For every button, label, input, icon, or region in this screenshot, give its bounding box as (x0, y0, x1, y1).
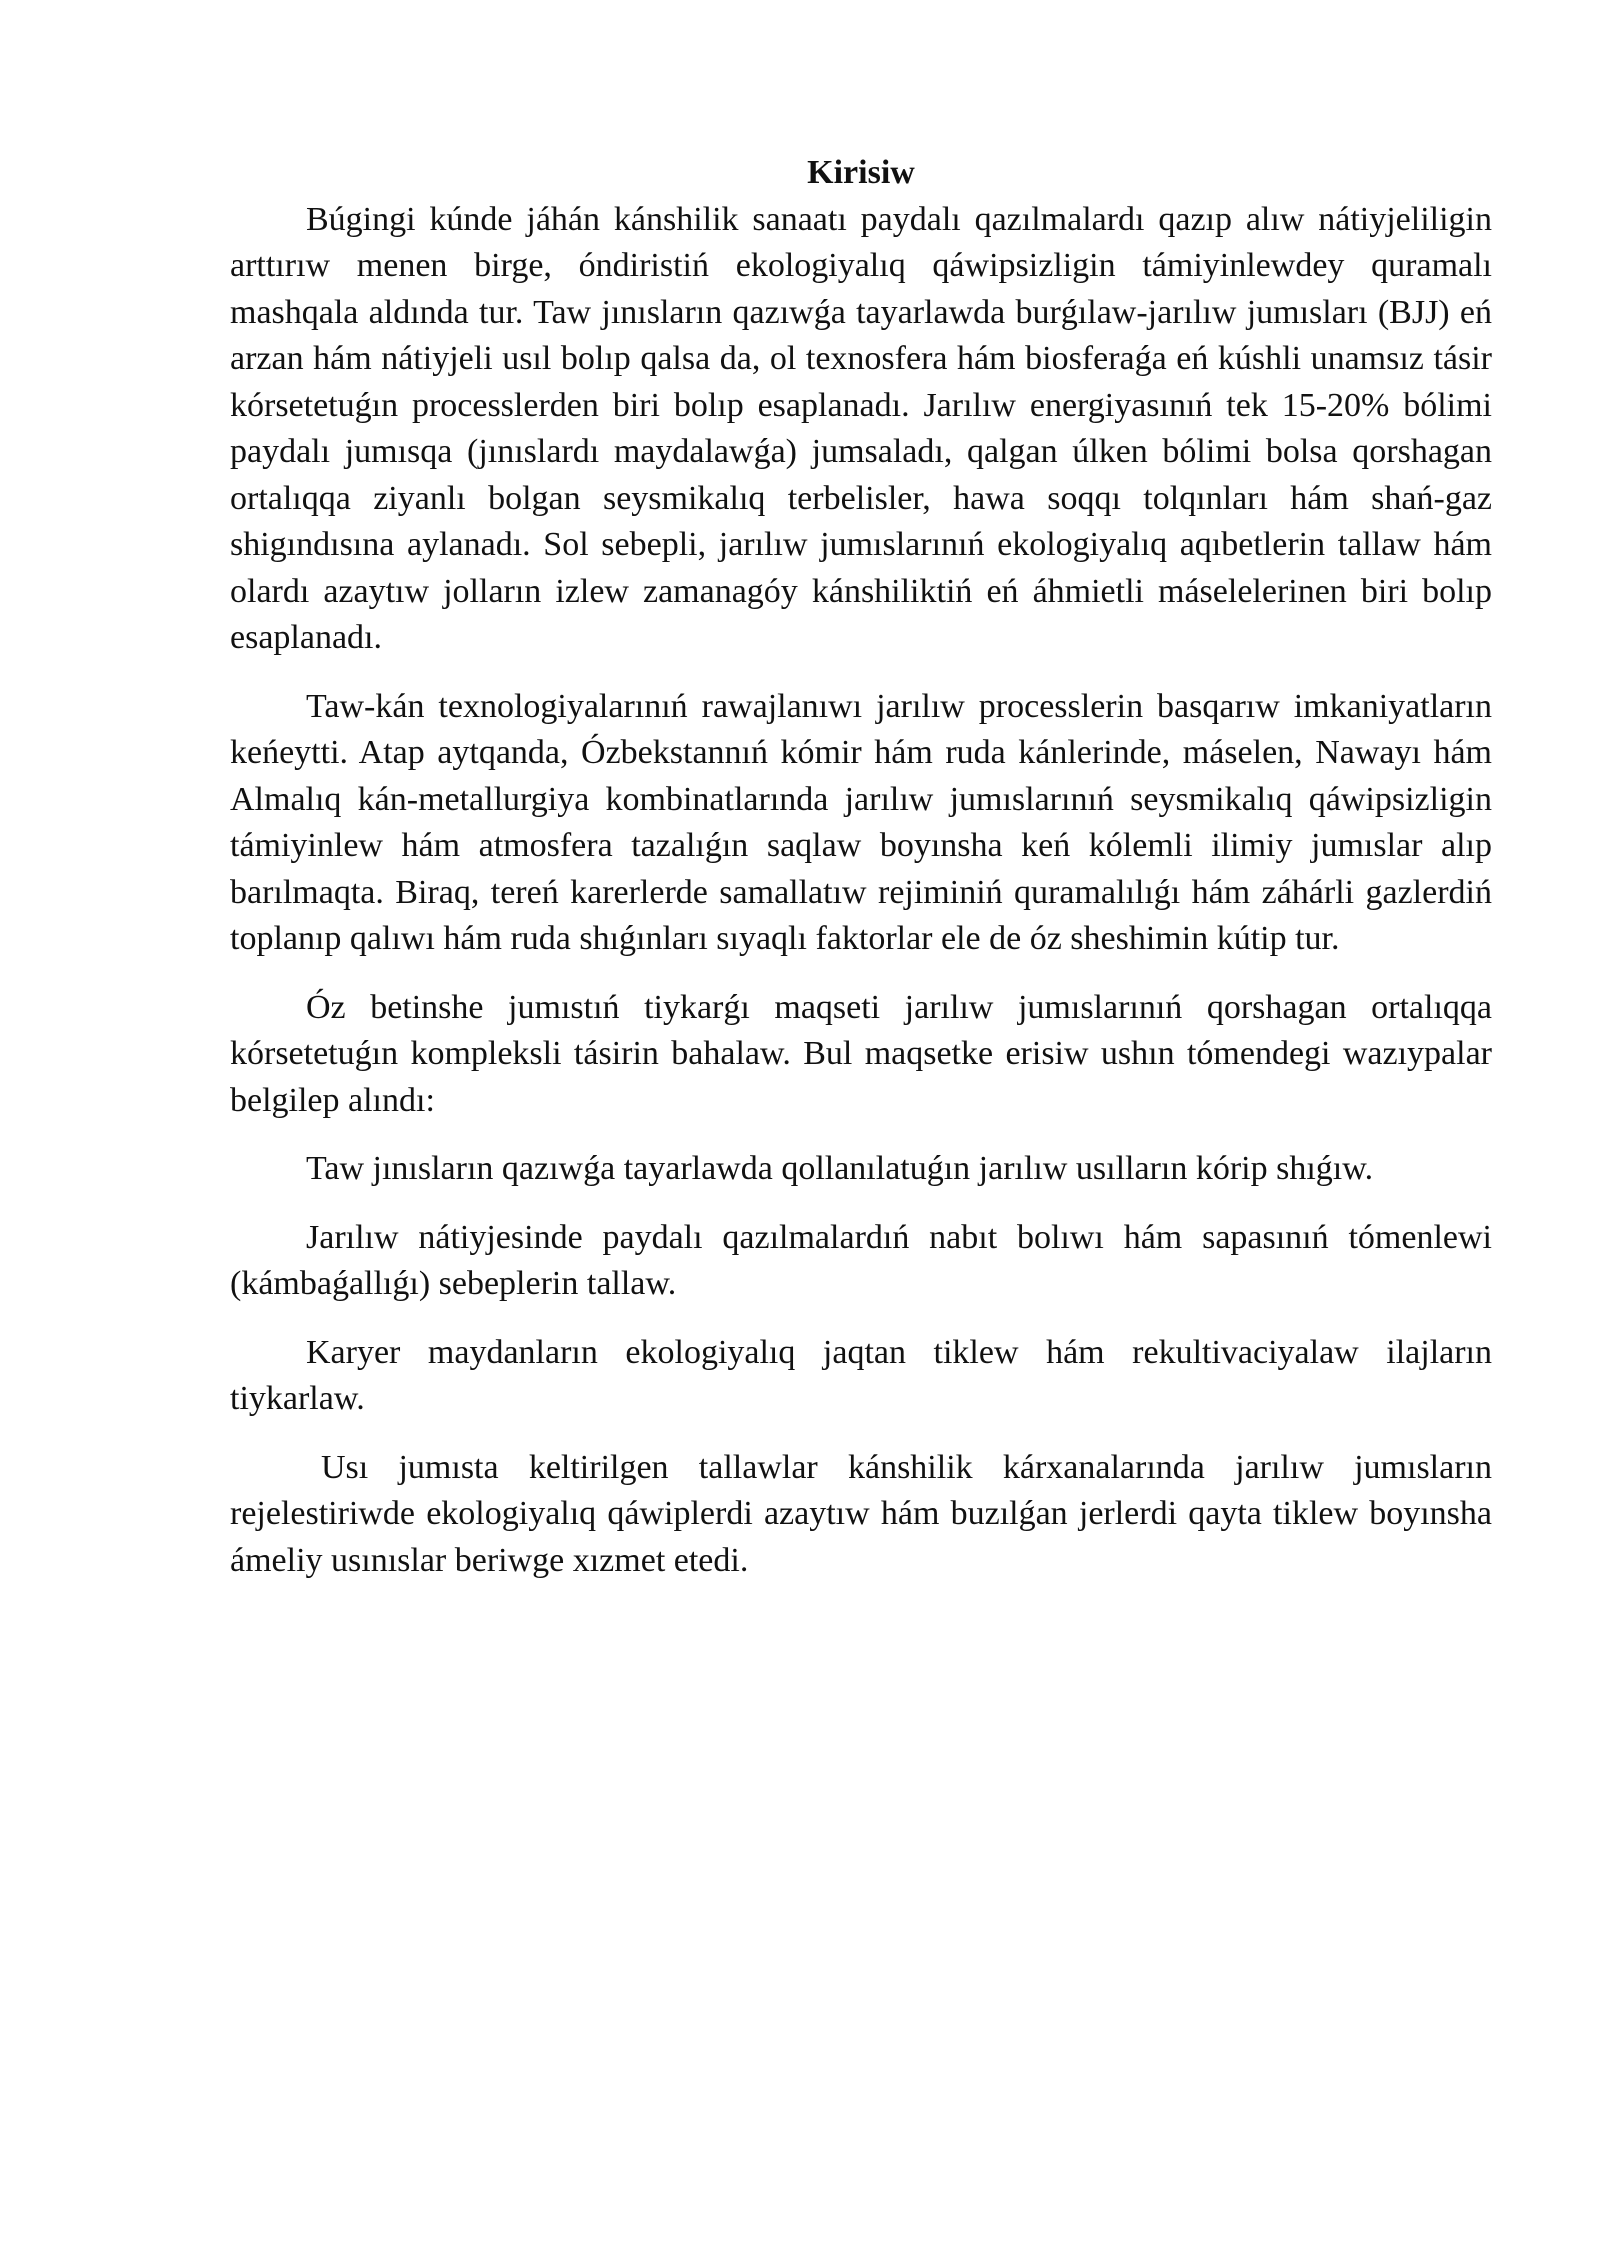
paragraph-technology: Taw-kán texnologiyalarınıń rawajlanıwı jarılıw processlerin basqarıw imkaniyatların keńeytti. Atap aytqanda, Ózbekstannıń kómir hám ruda kánlerinde, máselen, Nawayı hám Almalıq kán-metallurgiya kombinatlarında jarılıw jumıslarınıń seysmikalıq qáwipsizligin támiyinlew hám atmosfera tazalıǵın saqlaw boyınsha keń kólemli ilimiy jumıslar alıp barılmaqta. Biraq, tereń karerlerde samallatıw rejiminiń quramalılıǵı hám záhárli gazlerdiń toplanıp qalıwı hám ruda shıǵınları sıyaqlı faktorlar ele de óz sheshimin kútip tur. (230, 687, 1492, 957)
page-title: Kirisiw (807, 154, 915, 191)
paragraph-task-2: Jarılıw nátiyjesinde paydalı qazılmalardıń nabıt bolıwı hám sapasınıń tómenlewi (kámbaǵallıǵı) sebeplerin tallaw. (230, 1218, 1492, 1302)
paragraph-conclusion: Usı jumısta keltirilgen tallawlar kánshilik kárxanalarında jarılıw jumısların rejelestiriwde ekologiyalıq qáwiplerdi azaytıw hám buzılǵan jerlerdi qayta tiklew boyınsha ámeliy usınıslar beriwge xızmet etedi. (230, 1448, 1492, 1579)
paragraph-task-3: Karyer maydanların ekologiyalıq jaqtan tiklew hám rekultivaciyalaw ilajların tiykarlaw. (230, 1333, 1492, 1417)
paragraph-intro: Búgingi kúnde jáhán kánshilik sanaatı paydalı qazılmalardı qazıp alıw nátiyjeliligin arttırıw menen birge, óndiristiń ekologiyalıq qáwipsizligin támiyinlewdey quramalı mashqala aldında tur. Taw jınısların qazıwǵa tayarlawda burǵılaw-jarılıw jumısları (BJJ) eń arzan hám nátiyjeli usıl bolıp qalsa da, ol texnosfera hám biosferaǵa eń kúshli unamsız tásir kórsetetuǵın processlerden biri bolıp esaplanadı. Jarılıw energiyasınıń tek 15-20% bólimi paydalı jumısqa (jınıslardı maydalawǵa) jumsaladı, qalgan úlken bólimi bolsa qorshagan ortalıqqa ziyanlı bolgan seysmikalıq terbelisler, hawa soqqı tolqınları hám shań-gaz shigındısına aylanadı. Sol sebepli, jarılıw jumıslarınıń ekologiyalıq aqıbetlerin tallaw hám olardı azaytıw jolların izlew zamanagóy kánshiliktiń eń áhmietli máselelerinen biri bolıp esaplanadı. (230, 200, 1492, 656)
paragraph-goal: Óz betinshe jumıstıń tiykarǵı maqseti jarılıw jumıslarınıń qorshagan ortalıqqa kórsetetuǵın kompleksli tásirin bahalaw. Bul maqsetke erisiw ushın tómendegi wazıypalar belgilep alındı: (230, 988, 1492, 1119)
paragraph-task-1: Taw jınısların qazıwǵa tayarlawda qollanılatuǵın jarılıw usılların kórip shıǵıw. (306, 1150, 1374, 1187)
document-body (230, 150, 1492, 1606)
